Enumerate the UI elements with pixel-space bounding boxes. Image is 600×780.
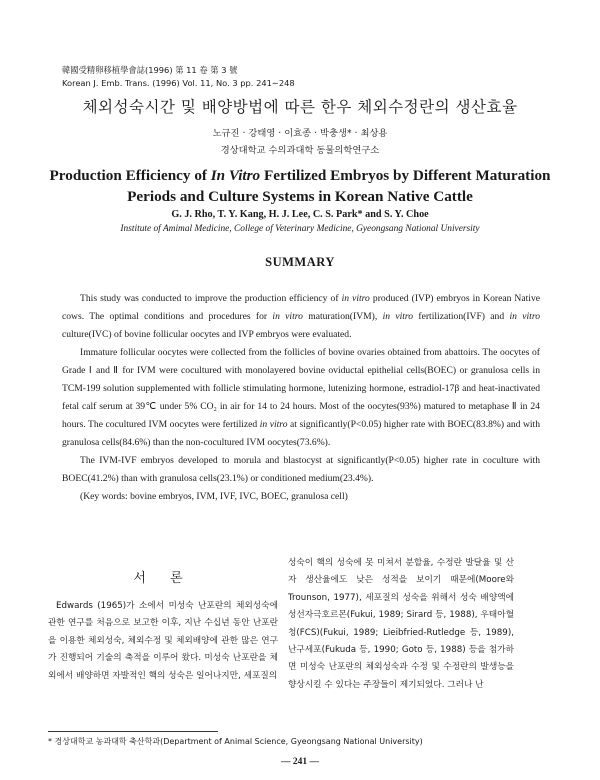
right-column [288, 555, 514, 694]
abstract-text: Immature follicular oocytes were collected from the follicles of bovine ovaries obtained from abattoirs. The oocytes of Grade Ⅰ and Ⅱ for IVM were cocultured with monolayered bovine oviductal epithelial cells(BOEC) or granulosa cells in TCM-199 solution supplemented with follicle stimulating hormone, lutenizing hormone, estradiol-17β and heat-inactivated fetal calf serum at 39℃ under 5% CO₂ in air for 14 to 24 hours. Most of the oocytes(93%) matured to metaphase Ⅱ in 24 hours. The cocultured IVM oocytes were fertilized [62, 347, 540, 430]
abstract-paragraph-1 [62, 290, 540, 344]
journal-header-korean: 韓國受精卵移植學會誌(1996) 第 11 卷 第 3 號 [62, 65, 238, 75]
korean-authors: 노규진 · 강태영 · 이효종 · 박충생* · 최상용 [212, 128, 388, 139]
left-column [48, 555, 278, 685]
abstract-italic: in vitro [272, 311, 303, 322]
english-authors: G. J. Rho, T. Y. Kang, H. J. Lee, C. S. Park* and S. Y. Choe [171, 209, 429, 220]
abstract-italic: in vitro [259, 419, 288, 430]
page-number: — 241 — [281, 757, 319, 767]
introduction-right-text [288, 555, 514, 694]
abstract-italic: in vitro [341, 293, 370, 304]
introduction-left-text [48, 598, 278, 685]
english-institution: Institute of Amimal Medicine, College of Veterinary Medicine, Gyeongsang National University [120, 224, 480, 234]
footnote-divider [48, 731, 218, 732]
introduction-heading: 서 론 [133, 571, 193, 586]
abstract-paragraph-3: The IVM-IVF embryos developed to morula and blastocyst at significantly(P<0.05) higher rate in coculture with BOEC(41.2%) than with granulosa cells(23.1%) or conditioned medium(23.4%). [62, 455, 540, 484]
abstract-paragraph-2 [62, 344, 540, 452]
intro-paragraph-left: Edwards (1965)가 소에서 미성숙 난포란의 체외성숙에 관한 연구를 처음으로 보고한 이후, 지난 수십년 동안 난포란을 이용한 체외성숙, 체외수정 및 체외배양에 관한 많은 연구가 진행되어 기술의 축적을 이루어 왔다. 미성숙 난포란을 체외에서 배양하면 자발적인 핵의 성숙은 일어나지만, 세포질의 [48, 601, 278, 681]
abstract [62, 290, 540, 506]
journal-header [62, 64, 295, 89]
english-title-pre: Production Efficiency of [49, 167, 211, 184]
summary-heading: SUMMARY [265, 255, 335, 269]
keywords: (Key words: bovine embryos, IVM, IVF, IVC, BOEC, granulosa cell) [80, 491, 348, 502]
abstract-italic: in vitro [382, 311, 414, 322]
abstract-text: produced (IVP) embryos in Korean Native cows. The optimal conditions and procedures for [62, 293, 541, 322]
abstract-text: fertilization(IVF) and [413, 311, 510, 322]
abstract-text: culture(IVC) of bovine follicular oocytes and IVP embryos were evaluated. [62, 329, 352, 340]
intro-paragraph-right: 성숙이 핵의 성숙에 못 미쳐서 분할율, 수정란 발달율 및 산자 생산율에도 낮은 성적을 보이기 때문에(Moore와 Trounson, 1977), 세포질의 성숙을 위해서 성숙 배양액에 성선자극호르몬(Fukui, 1989; Sirard 등, 1988), 우태아혈청(FCS)(Fukui, 1989; Lieibfried-Rutledge 등, 1989), 난구세포(Fukuda 등, 1990; Goto 등, 1988) 등을 첨가하면 미성숙 난포란의 체외성숙과 수정 및 수정란의 발생능을 향상시킬 수 있다는 주장들이 제기되었다. 그러나 난 [288, 558, 514, 690]
english-title-italic: In Vitro [210, 167, 261, 184]
english-title-post: Fertilized Embryos by Different Maturation Periods and Culture Systems in Korean Native Cattle [127, 167, 551, 205]
journal-header-english: Korean J. Emb. Trans. (1996) Vol. 11, No. 3 pp. 241∼248 [62, 77, 295, 88]
abstract-italic: in vitro [509, 311, 540, 322]
abstract-text: This study was conducted to improve the production efficiency of [80, 293, 342, 304]
footnote: * 경상대학교 농과대학 축산학과(Department of Animal Science, Gyeongsang National University) [48, 737, 423, 746]
abstract-text: at significantly(P<0.05) higher rate with BOEC(83.8%) and with granulosa cells(84.6%) than the non-cocultured IVM oocytes(73.6%). [62, 419, 541, 448]
abstract-text: maturation(IVM), [302, 311, 383, 322]
english-title [40, 165, 560, 207]
korean-title: 체외성숙시간 및 배양방법에 따른 한우 체외수정란의 생산효율 [82, 98, 518, 116]
korean-institution: 경상대학교 수의과대학 동물의학연구소 [220, 145, 380, 156]
